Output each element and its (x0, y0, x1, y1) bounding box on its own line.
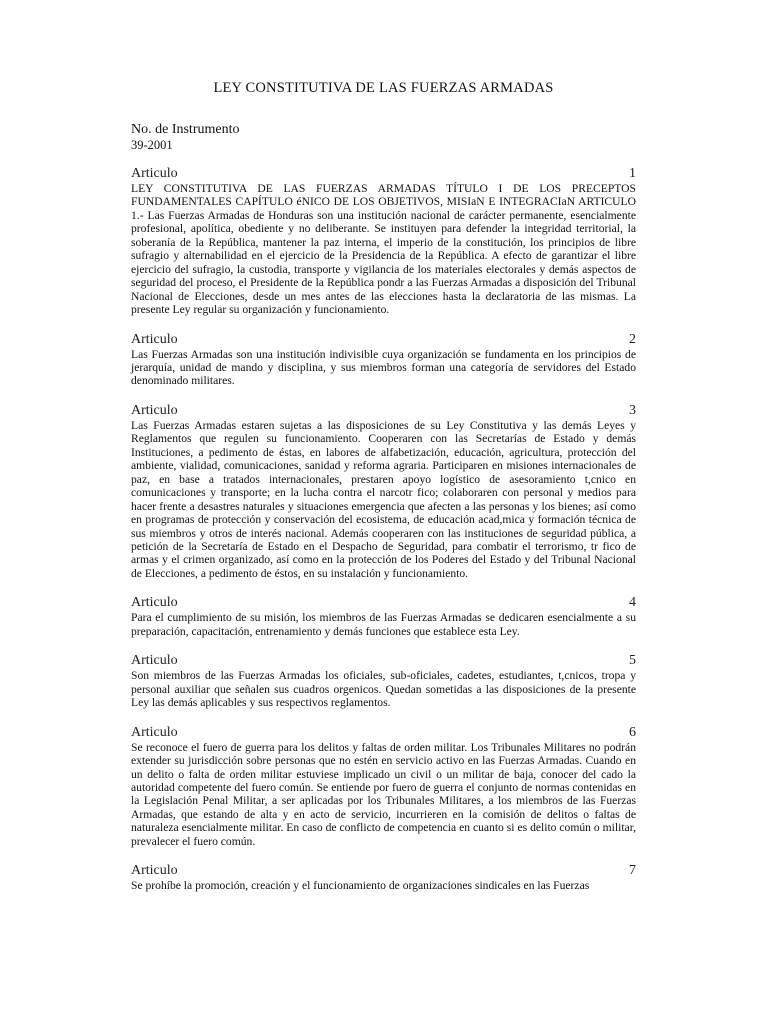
article-label: Articulo (131, 653, 178, 669)
article-number: 5 (629, 653, 636, 669)
article-number: 6 (629, 724, 636, 740)
article-5 (131, 653, 636, 709)
article-label: Articulo (131, 595, 178, 611)
document-page (131, 80, 636, 908)
instrument-number: 39-2001 (131, 138, 173, 152)
article-6 (131, 725, 636, 849)
article-label: Articulo (131, 724, 178, 740)
article-number: 2 (629, 331, 636, 347)
article-header (131, 166, 636, 182)
article-text: Se reconoce el fuero de guerra para los delitos y faltas de orden militar. Los Tribunales Militares no podrán extender su jurisdicción sobre personas que no estén en servicio activo en las Fuerzas Armadas. Cuando en un delito o falta de orden militar estuviese implicado un civil o un militar de baja, conocer del cado la autoridad competente del fuero común. Se entiende por fuero de guerra el conjunto de normas contenidas en la Legislación Penal Militar, a ser aplicadas por los Tribunales Militares, a los miembros de las Fuerzas Armadas, que estando de alta y en acto de servicio, incurrieren en la comisión de delitos o faltas de naturaleza esencialmente militar. En caso de conflicto de competencia en cuanto si es delito común o militar, prevalecer el fuero común. (131, 740, 636, 848)
article-text: Son miembros de las Fuerzas Armadas los oficiales, sub-oficiales, cadetes, estudiantes, t,cnicos, tropa y personal auxiliar que señalen sus cuadros orgenicos. Quedan sometidas a las disposiciones de la presente Ley las demás aplicables y sus respectivos reglamentos. (131, 669, 636, 710)
article-label: Articulo (131, 402, 178, 418)
article-3 (131, 403, 636, 580)
article-number: 3 (629, 402, 636, 418)
article-header (131, 863, 636, 879)
article-text: Para el cumplimiento de su misión, los miembros de las Fuerzas Armadas se dedicaren esencialmente a su preparación, capacitación, entrenamiento y demás funciones que establece esta Ley. (131, 611, 636, 638)
instrument-label: No. de Instrumento (131, 122, 240, 137)
article-header (131, 332, 636, 348)
article-number: 4 (629, 595, 636, 611)
article-4 (131, 595, 636, 638)
article-header (131, 595, 636, 611)
article-label: Articulo (131, 331, 178, 347)
article-text: Las Fuerzas Armadas estaren sujetas a las disposiciones de su Ley Constitutiva y las demás Leyes y Reglamentos que regulen su funcionamiento. Cooperaren con las Secretarías de Estado y demás Instituciones, a pedimento de éstas, en labores de alfabetización, educación, agricultura, protección del ambiente, vialidad, comunicaciones, sanidad y reforma agraria. Participaren en misiones internacionales de paz, en base a tratados internacionales, prestaren apoyo logístico de asesoramiento t,cnico en comunicaciones y transporte; en la lucha contra el narcotr fico; colaboraren con personal y medios para hacer frente a desastres naturales y situaciones emergencia que afecten a las personas y los bienes; así como en programas de protección y conservación del ecosistema, de educación acad,mica y formación técnica de sus miembros y otros de interés nacional. Además cooperaren con las instituciones de seguridad pública, a petición de la Secretaría de Estado en el Despacho de Seguridad, para combatir el terrorismo, tr fico de armas y el crimen organizado, así como en la protección de los Poderes del Estado y del Tribunal Nacional de Elecciones, a pedimento de éstos, en su instalación y funcionamiento. (131, 418, 636, 580)
article-label: Articulo (131, 166, 178, 181)
article-header (131, 653, 636, 669)
article-text: LEY CONSTITUTIVA DE LAS FUERZAS ARMADAS TÍTULO I DE LOS PRECEPTOS FUNDAMENTALES CAPÍTULO éNICO DE LOS OBJETIVOS, MISIaN E INTEGRACIaN ARTICULO 1.- Las Fuerzas Armadas de Honduras son una institución nacional de carácter permanente, esencialmente profesional, apolítica, obediente y no deliberante. Se instituyen para defender la integridad territorial, la soberanía de la República, mantener la paz interna, el imperio de la constitución, los principios de libre sufragio y alternabilidad en el ejercicio de la Presidencia de la República. A efecto de garantizar el libre ejercicio del sufragio, la custodia, transporte y vigilancia de los materiales electorales y demás aspectos de seguridad del proceso, el Presidente de la República pondr a las Fuerzas Armadas a disposición del Tribunal Nacional de Elecciones, desde un mes antes de las elecciones hasta la declaratoria de las mismas. La presente Ley regular su organización y funcionamiento. (131, 182, 636, 317)
article-number: 1 (629, 166, 636, 181)
article-header (131, 725, 636, 741)
article-label: Articulo (131, 863, 178, 879)
article-number: 7 (629, 863, 636, 879)
article-7 (131, 863, 636, 892)
article-2 (131, 332, 636, 388)
article-text: Se prohíbe la promoción, creación y el funcionamiento de organizaciones sindicales en las Fuerzas (131, 879, 590, 893)
article-1 (131, 166, 636, 317)
article-header (131, 403, 636, 419)
article-text: Las Fuerzas Armadas son una institución indivisible cuya organización se fundamenta en los principios de jerarquía, unidad de mando y disciplina, y sus miembros forman una categoría de servidores del Estado denominado militares. (131, 347, 636, 388)
document-title: LEY CONSTITUTIVA DE LAS FUERZAS ARMADAS (213, 80, 554, 96)
